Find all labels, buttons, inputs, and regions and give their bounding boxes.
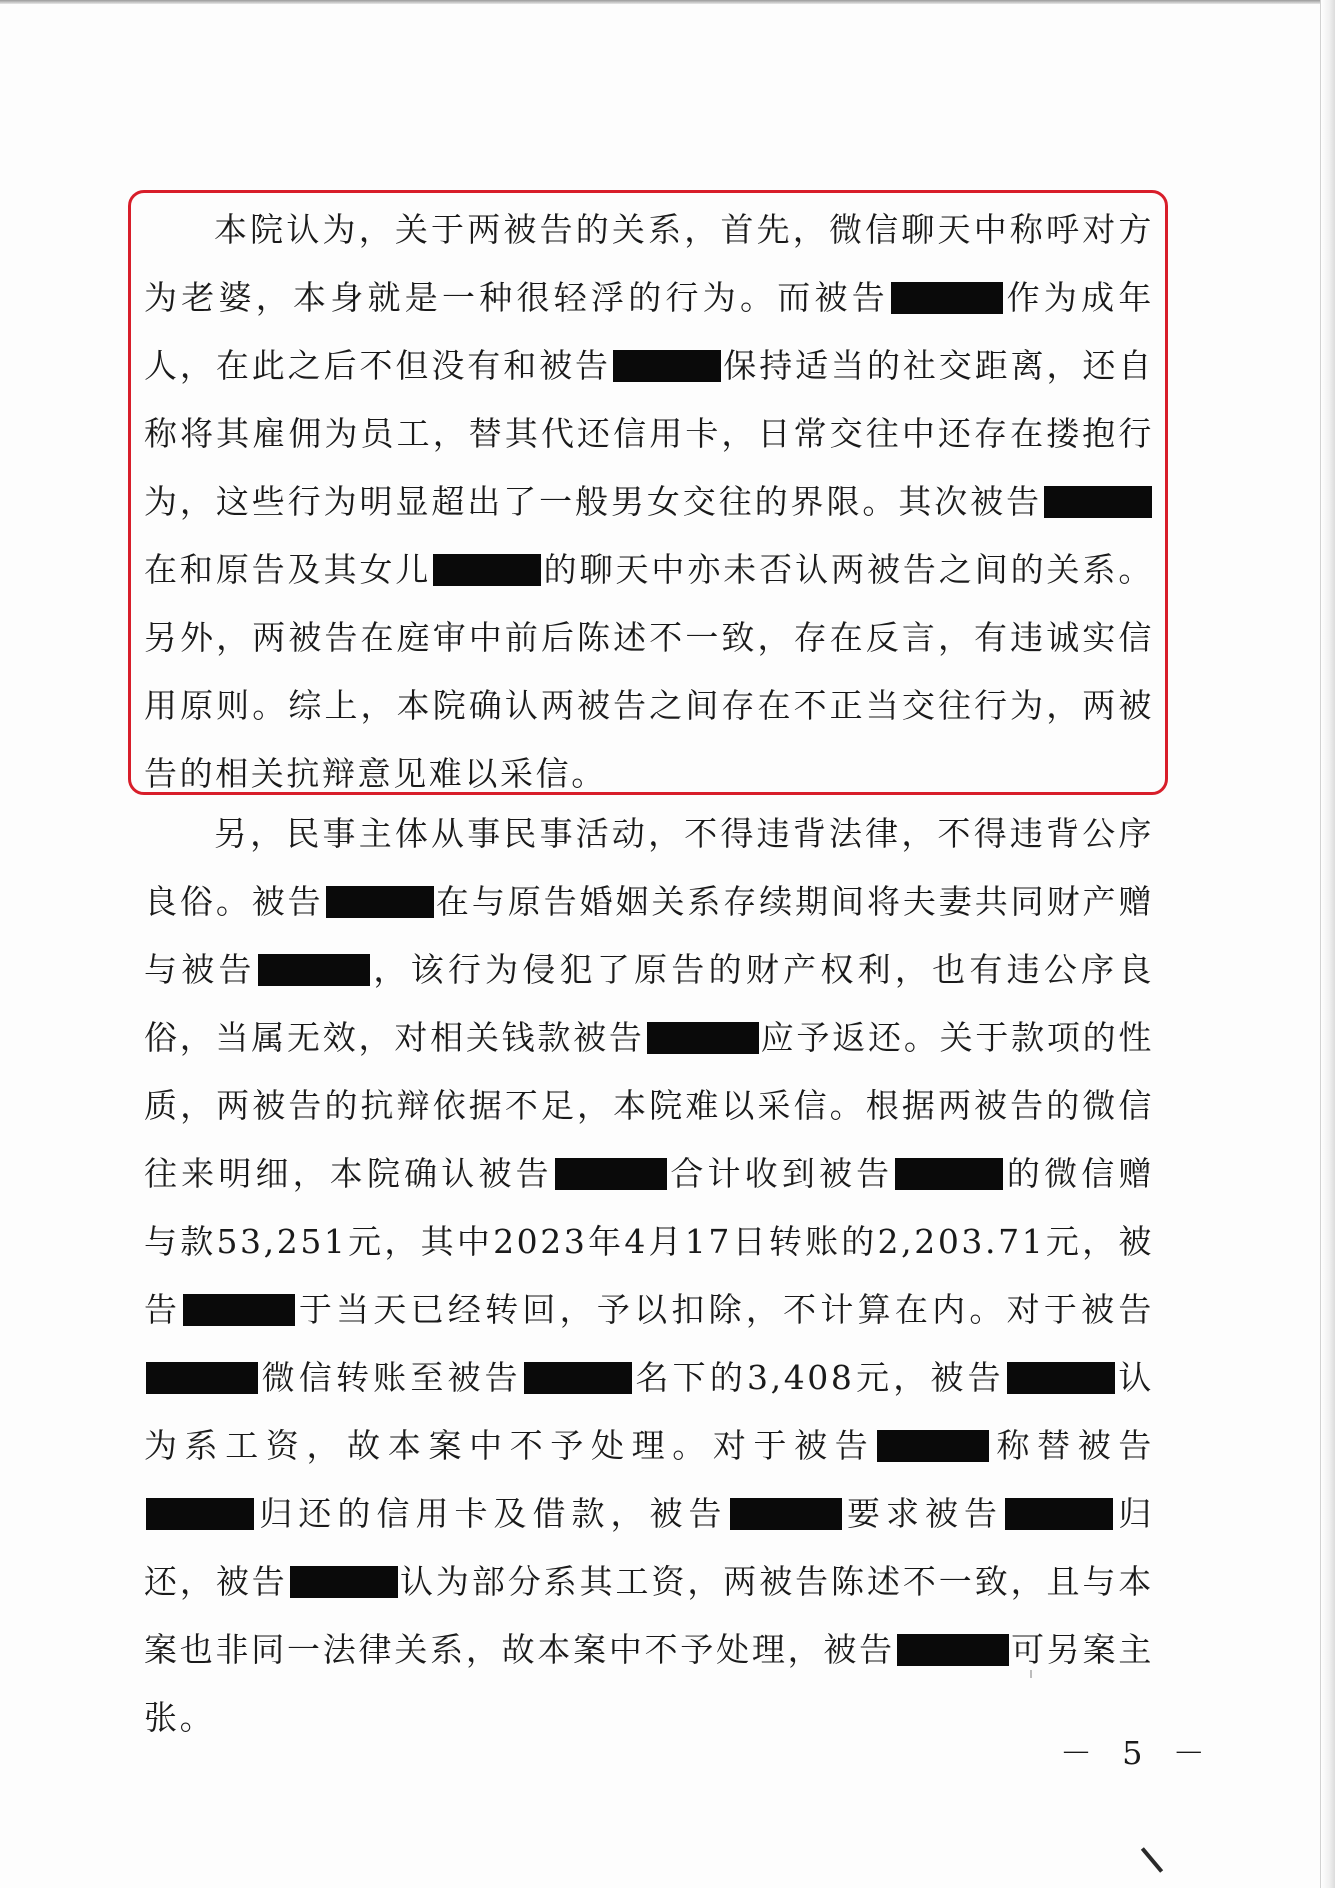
redacted-name: [877, 1430, 989, 1462]
text-segment: 于当天已经转回，予以扣除，不计算在内。对于被告: [297, 1290, 1154, 1329]
text-segment: 应予返还。关于款项的性质，两被告的抗辩依据不足，本院难以采信。根据两被告的微信往来明细，本院确认被告: [144, 1018, 1154, 1193]
page-number: － 5 －: [1060, 1734, 1215, 1772]
text-segment: 归还，被告: [144, 1494, 1154, 1601]
scan-speck: [1030, 1670, 1032, 1678]
text-segment: 微信转账至被告: [260, 1358, 522, 1397]
text-segment: 要求被告: [843, 1494, 1003, 1533]
text-segment: ，该行为侵犯了原告的财产权利，也有违公序良俗，当属无效，对相关钱款被告: [144, 950, 1154, 1057]
redacted-name: [290, 1566, 398, 1598]
scan-mark: [1141, 1847, 1163, 1873]
redacted-name: [433, 554, 541, 586]
text-segment: 另，民事主体从事民事活动，不得违背法律，不得违背公序良俗。被告: [144, 814, 1154, 921]
redacted-name: [183, 1294, 295, 1326]
redacted-name: [647, 1022, 759, 1054]
redacted-name: [524, 1362, 632, 1394]
text-segment: 本院认为，关于两被告的关系，首先，微信聊天中称呼对方为老婆，本身就是一种很轻浮的行为。而被告: [144, 210, 1154, 317]
scan-edge-top: [0, 0, 1335, 4]
text-segment: 作为成年人，在此之后不但没有和被告: [144, 278, 1154, 385]
document-body: [144, 196, 1154, 1752]
text-segment: 合计收到被告: [668, 1154, 894, 1193]
redacted-name: [258, 954, 370, 986]
redacted-name: [326, 886, 434, 918]
text-segment: 认为系工资，故本案中不予处理。对于被告: [144, 1358, 1154, 1465]
redacted-name: [891, 282, 1003, 314]
redacted-name: [895, 1158, 1003, 1190]
text-segment: 称替被告: [991, 1426, 1154, 1465]
scan-edge-right: [1321, 0, 1335, 1888]
text-segment: 在与原告婚姻关系存续期间将夫妻共同财产赠与被告: [144, 882, 1155, 989]
text-segment: 保持适当的社交距离，还自称将其雇佣为员工，替其代还信用卡，日常交往中还存在搂抱行为，这些行为明显超出了一般男女交往的界限。其次被告: [144, 346, 1154, 521]
redacted-name: [1005, 1498, 1113, 1530]
redacted-name: [730, 1498, 842, 1530]
text-segment: 的微信赠与款53,251元，其中2023年4月17日转账的2,203.71元，被告: [144, 1154, 1154, 1329]
text-segment: 名下的3,408元，被告: [633, 1358, 1005, 1397]
redacted-name: [1007, 1362, 1115, 1394]
redacted-name: [555, 1158, 667, 1190]
text-segment: 认为部分系其工资，两被告陈述不一致，且与本案也非同一法律关系，故本案中不予处理，被告: [144, 1562, 1154, 1669]
text-segment: 在和原告及其女儿: [144, 550, 432, 589]
redacted-name: [146, 1498, 254, 1530]
text-segment: 归还的信用卡及借款，被告: [256, 1494, 728, 1533]
text-segment: 的聊天中亦未否认两被告之间的关系。另外，两被告在庭审中前后陈述不一致，存在反言，有违诚实信用原则。综上，本院确认两被告之间存在不正当交往行为，两被告的相关抗辩意见难以采信。: [144, 550, 1154, 793]
redacted-name: [146, 1362, 258, 1394]
redacted-name: [613, 350, 721, 382]
redacted-name: [897, 1634, 1009, 1666]
redacted-name: [1044, 486, 1152, 518]
text-segment: 可另案主张。: [144, 1630, 1154, 1737]
paragraph-court-opinion: [144, 196, 1154, 800]
paragraph-property-ruling: [144, 800, 1154, 1752]
